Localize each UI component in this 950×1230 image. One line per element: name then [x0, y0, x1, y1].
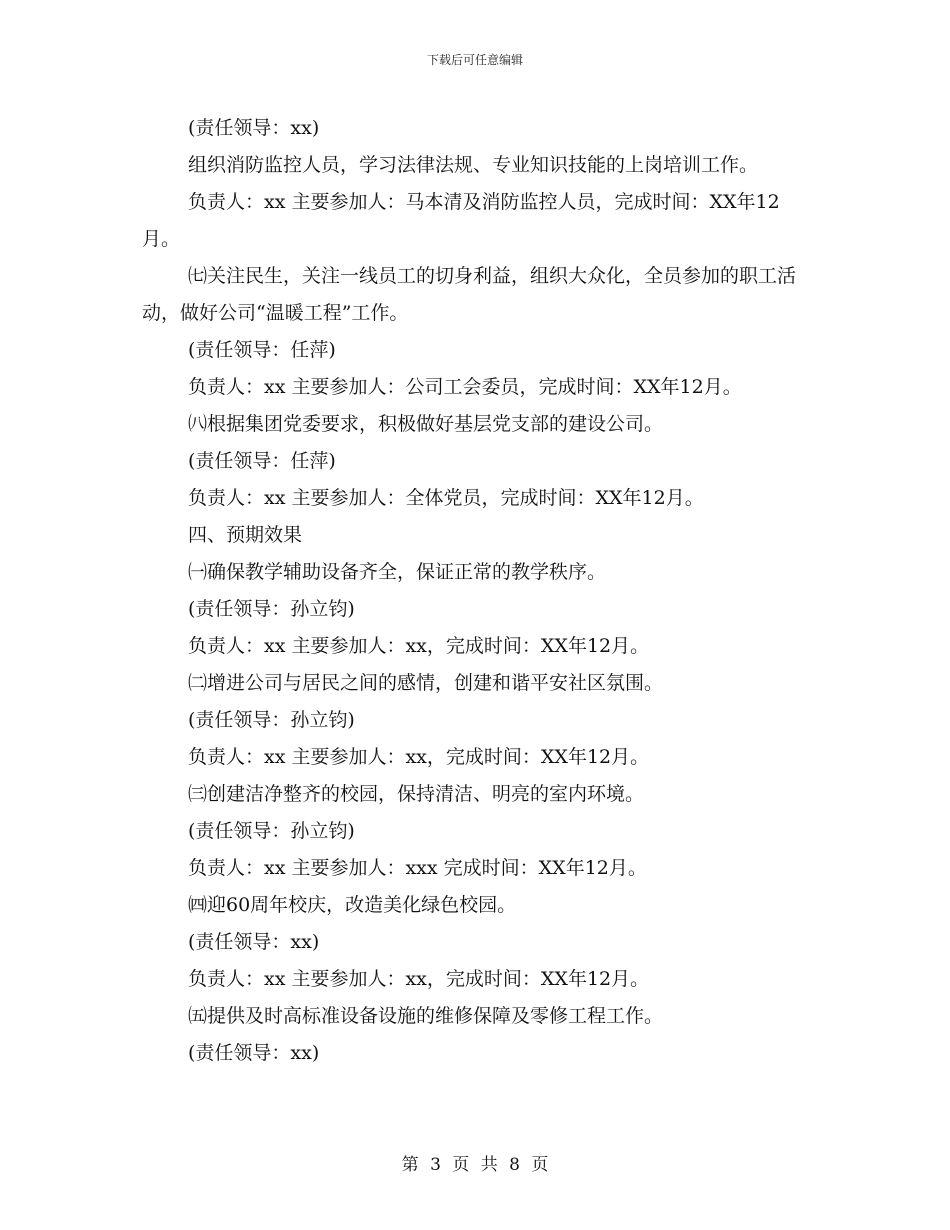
paragraph: ㈠确保教学辅助设备齐全，保证正常的教学秩序。: [188, 561, 607, 583]
paragraph: (责任领导：xx): [188, 931, 320, 953]
paragraph: ㈤提供及时高标准设备设施的维修保障及零修工程工作。: [188, 1005, 664, 1027]
paragraph: (责任领导：xx): [188, 1042, 320, 1064]
paragraph: ㈦关注民生，关注一线员工的切身利益，组织大众化，全员参加的职工活动，做好公司“温暖工程”工作。: [142, 265, 797, 324]
paragraph: 负责人：xx 主要参加人：全体党员，完成时间：XX年12月。: [188, 487, 704, 509]
paragraph: (责任领导：孙立钧): [188, 598, 355, 620]
paragraph: ㈡增进公司与居民之间的感情，创建和谐平安社区氛围。: [188, 672, 664, 694]
paragraph: 负责人：xx 主要参加人：公司工会委员，完成时间：XX年12月。: [188, 376, 742, 398]
paragraph: 组织消防监控人员，学习法律法规、专业知识技能的上岗培训工作。: [188, 154, 759, 176]
paragraph: ㈧根据集团党委要求，积极做好基层党支部的建设公司。: [188, 413, 664, 435]
document-body: [142, 110, 812, 1072]
paragraph: (责任领导：孙立钧): [188, 709, 355, 731]
paragraph: 负责人：xx 主要参加人：xx，完成时间：XX年12月。: [188, 968, 650, 990]
paragraph: 负责人：xx 主要参加人：xxx 完成时间：XX年12月。: [188, 857, 647, 879]
paragraph: (责任领导：任萍): [188, 450, 336, 472]
section-heading: 四、预期效果: [188, 524, 303, 546]
paragraph: 负责人：xx 主要参加人：马本清及消防监控人员，完成时间：XX年12月。: [142, 191, 780, 250]
paragraph: 负责人：xx 主要参加人：xx，完成时间：XX年12月。: [188, 635, 650, 657]
page-footer: 第 3 页 共 8 页: [401, 1155, 549, 1175]
paragraph: (责任领导：任萍): [188, 339, 336, 361]
paragraph: ㈣迎60周年校庆，改造美化绿色校园。: [188, 894, 517, 916]
paragraph: ㈢创建洁净整齐的校园，保持清洁、明亮的室内环境。: [188, 783, 645, 805]
paragraph: (责任领导：孙立钧): [188, 820, 355, 842]
paragraph: (责任领导：xx): [188, 117, 320, 139]
paragraph: 负责人：xx 主要参加人：xx，完成时间：XX年12月。: [188, 746, 650, 768]
page-header: 下载后可任意编辑: [426, 53, 523, 67]
